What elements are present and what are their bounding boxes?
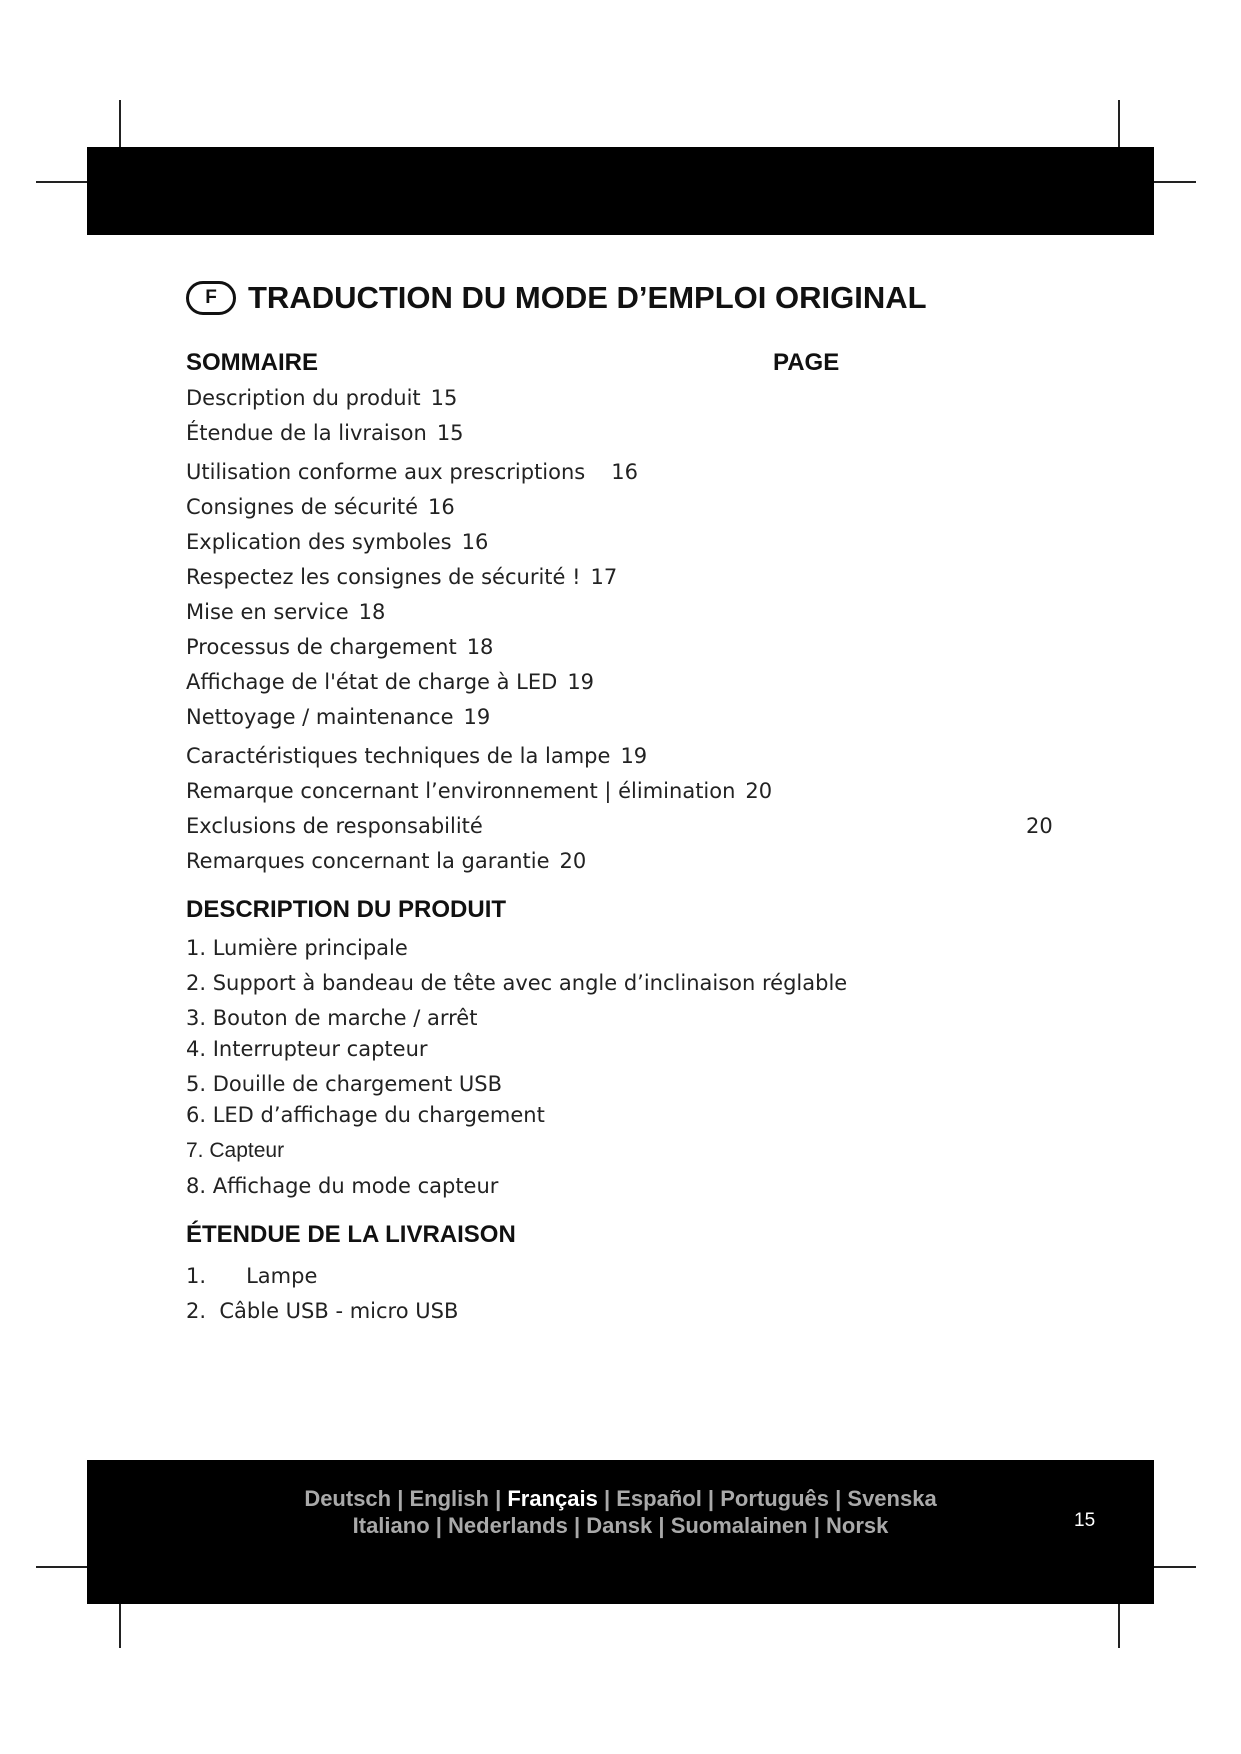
language-link[interactable]: Français	[507, 1486, 598, 1511]
language-separator: |	[567, 1513, 587, 1538]
language-link[interactable]: Norsk	[826, 1513, 889, 1538]
language-separator: |	[429, 1513, 449, 1538]
toc-item: Remarque concernant l’environnement | élimination 20	[186, 779, 773, 803]
toc-item: Affichage de l'état de charge à LED 19	[186, 670, 595, 694]
toc-page-number: 20	[559, 849, 587, 873]
toc-page-number: 16	[461, 530, 489, 554]
list-item: 2. Support à bandeau de tête avec angle d’inclinaison réglable	[186, 971, 848, 995]
toc-item: Mise en service 18	[186, 600, 386, 624]
crop-mark	[36, 181, 94, 183]
page-title-text: TRADUCTION DU MODE D’EMPLOI ORIGINAL	[248, 280, 927, 315]
language-link[interactable]: Svenska	[847, 1486, 937, 1511]
list-item: 7. Capteur	[186, 1139, 285, 1162]
toc-page-number: 15	[436, 421, 464, 445]
language-separator: |	[488, 1486, 508, 1511]
toc-page-number: 20	[1026, 814, 1053, 838]
toc-page-number: 19	[463, 705, 491, 729]
list-item: 1. Lampe	[186, 1264, 318, 1288]
header-band	[87, 147, 1154, 235]
language-separator: |	[701, 1486, 721, 1511]
toc-page-number: 20	[745, 779, 773, 803]
toc-item: Explication des symboles 16	[186, 530, 489, 554]
language-link[interactable]: Português	[720, 1486, 829, 1511]
toc-item: Processus de chargement 18	[186, 635, 494, 659]
language-separator: |	[391, 1486, 410, 1511]
language-link[interactable]: English	[409, 1486, 489, 1511]
toc-page-number: 18	[466, 635, 494, 659]
list-item: 2. Câble USB - micro USB	[186, 1299, 459, 1323]
language-link[interactable]: Nederlands	[448, 1513, 568, 1538]
language-link[interactable]: Español	[616, 1486, 702, 1511]
crop-mark	[36, 1566, 94, 1568]
language-separator: |	[829, 1486, 848, 1511]
section-heading-product-description: DESCRIPTION DU PRODUIT	[186, 896, 507, 923]
toc-page-number: 19	[620, 744, 648, 768]
list-item: 5. Douille de chargement USB	[186, 1072, 503, 1096]
language-separator: |	[597, 1486, 617, 1511]
toc-item: Remarques concernant la garantie 20	[186, 849, 587, 873]
toc-page-number: 15	[430, 386, 458, 410]
toc-page-number: 17	[590, 565, 618, 589]
language-badge: F	[186, 281, 236, 315]
language-bar	[87, 1512, 1154, 1539]
language-link[interactable]: Suomalainen	[670, 1513, 808, 1538]
toc-item: Nettoyage / maintenance 19	[186, 705, 491, 729]
language-link[interactable]: Italiano	[352, 1513, 430, 1538]
toc-page-number: 19	[567, 670, 595, 694]
toc-page-number: 18	[358, 600, 386, 624]
footer-band	[87, 1460, 1154, 1604]
language-bar	[87, 1485, 1154, 1512]
list-item: 3. Bouton de marche / arrêt	[186, 1006, 478, 1030]
section-heading-delivery: ÉTENDUE DE LA LIVRAISON	[186, 1221, 516, 1248]
toc-item: Exclusions de responsabilité	[186, 814, 483, 838]
toc-page-number: 16	[611, 460, 638, 484]
toc-item: Caractéristiques techniques de la lampe 19	[186, 744, 648, 768]
toc-item: Respectez les consignes de sécurité ! 17	[186, 565, 618, 589]
toc-item: Consignes de sécurité 16	[186, 495, 455, 519]
toc-item: Étendue de la livraison 15	[186, 421, 464, 445]
toc-heading: SOMMAIRE	[186, 349, 318, 376]
toc-page-number: 16	[428, 495, 455, 519]
list-item: 8. Affichage du mode capteur	[186, 1174, 499, 1198]
language-link[interactable]: Dansk	[586, 1513, 653, 1538]
toc-page-heading: PAGE	[773, 349, 840, 376]
list-item: 4. Interrupteur capteur	[186, 1037, 428, 1061]
toc-item: Description du produit 15	[186, 386, 458, 410]
page-number: 15	[1074, 1510, 1096, 1531]
list-item: 6. LED d’affichage du chargement	[186, 1103, 545, 1127]
language-link[interactable]: Deutsch	[304, 1486, 392, 1511]
language-separator: |	[652, 1513, 671, 1538]
list-item: 1. Lumière principale	[186, 936, 408, 960]
language-separator: |	[807, 1513, 826, 1538]
toc-item: Utilisation conforme aux prescriptions 16	[186, 460, 638, 484]
page-title	[186, 276, 927, 320]
